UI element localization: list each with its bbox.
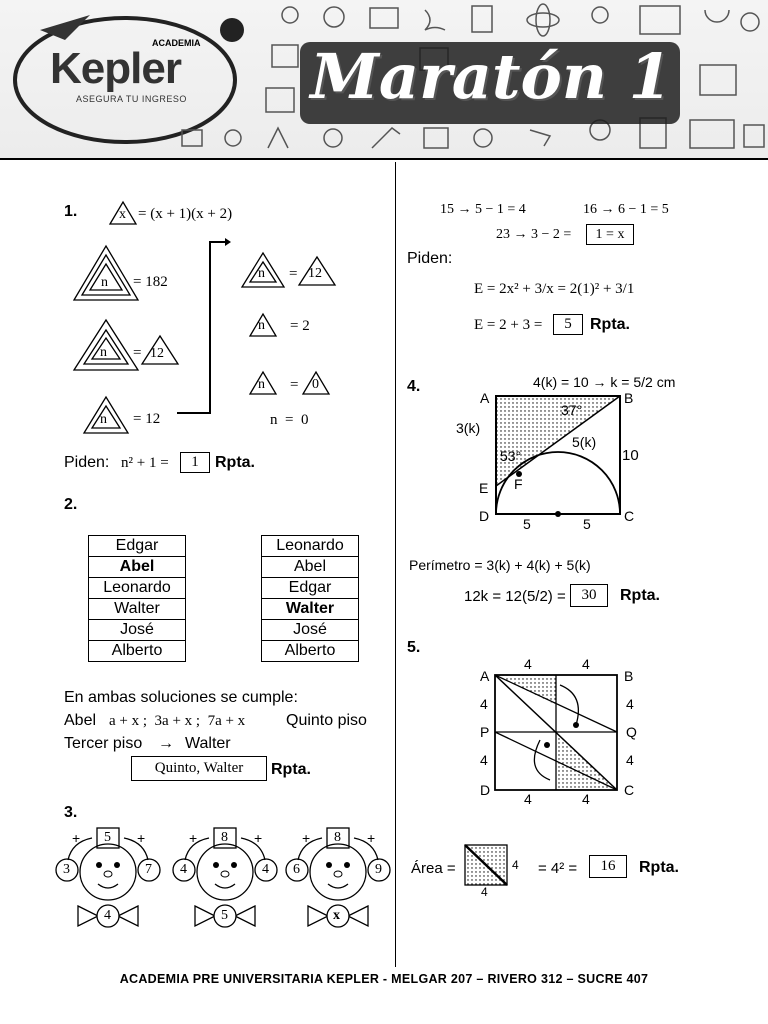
q3-face2-right: 4: [262, 862, 269, 877]
q2-list1-item: José: [89, 620, 186, 641]
q1-piden-expr: n² + 1 =: [121, 455, 169, 471]
telescope-icon: [372, 128, 400, 148]
q4-center-point: [555, 511, 561, 517]
route-icon: [425, 10, 445, 30]
q1c-line1a: 15 → 5 − 1 = 4: [440, 202, 526, 217]
q2-rpta: Rpta.: [271, 761, 311, 778]
q4-bottom2: 5: [583, 516, 591, 532]
q2-text2-a: Abel: [64, 712, 97, 729]
q3-face3-bottom: x: [333, 908, 340, 923]
q1-row2-eq: =: [133, 345, 142, 361]
q2-text2-c: Quinto piso: [286, 712, 367, 729]
q3-plus: +: [137, 830, 146, 846]
q1-triple-triangle-1: [72, 244, 140, 302]
q1-row1-rhs: = 182: [133, 274, 168, 290]
q4-label-D: D: [479, 508, 490, 524]
magnet-icon: [705, 10, 729, 22]
q5-label-A: A: [480, 668, 490, 684]
q2-list2-item: José: [262, 620, 359, 641]
q2-text3-b: Walter: [185, 735, 231, 752]
q1-col2-r4: n = 0: [270, 412, 309, 428]
document-icon: [472, 6, 492, 32]
q3-plus: +: [367, 830, 376, 846]
q1-col2-r2-rhs: = 2: [290, 318, 310, 334]
q1-row3-rhs: = 12: [133, 411, 161, 427]
footer: ACADEMIA PRE UNIVERSITARIA KEPLER - MELGAR 207 – RIVERO 312 – SUCRE 407: [119, 972, 649, 986]
q2-number: 2.: [64, 496, 78, 513]
q1-def-var: x: [119, 207, 126, 222]
q1c-line1b: 16 → 6 − 1 = 5: [583, 202, 669, 217]
q5-area-bottom: 4: [481, 885, 488, 899]
q4-angle1: 37°: [561, 402, 583, 418]
tool-icon: [744, 125, 764, 147]
q1-row2-rhs-tri: 12: [150, 346, 164, 361]
q4-answer-box: 30: [570, 584, 608, 607]
q3-face2-top: 8: [221, 830, 228, 845]
q1c-e-line2: E = 2 + 3 =: [474, 317, 543, 333]
pendulum-icon: [640, 6, 680, 34]
q5-number: 5.: [407, 639, 421, 656]
chart-board-icon: [266, 88, 294, 112]
bar-chart-icon: [424, 128, 448, 148]
logo-dot-icon: [220, 18, 244, 42]
q2-list-1: [88, 535, 186, 662]
compass-icon: [324, 7, 344, 27]
q4-side-diag: 5(k): [572, 434, 597, 450]
q5-top1: 4: [524, 656, 532, 672]
globe-icon: [324, 129, 342, 147]
q5-area-side: 4: [512, 858, 519, 872]
q5-bot2: 4: [582, 791, 590, 807]
meter-icon: [690, 120, 734, 148]
q5-area-square: [463, 843, 509, 887]
q3-plus: +: [72, 830, 81, 846]
q3-plus: +: [302, 830, 311, 846]
q5-figure: [490, 670, 630, 800]
q1c-answer-box: 5: [553, 314, 583, 335]
header-banner: [0, 0, 768, 160]
q5-label-Q: Q: [626, 724, 637, 740]
map-icon: [370, 8, 398, 28]
atom-icon: [527, 13, 559, 27]
q3-face3-top: 8: [334, 830, 341, 845]
q5-rpta: Rpta.: [639, 859, 679, 876]
q4-label-E: E: [479, 480, 489, 496]
q1-rpta: Rpta.: [215, 454, 255, 471]
q4-label-B: B: [624, 390, 634, 406]
flask-icon: [741, 13, 759, 31]
q5-left1: 4: [480, 696, 488, 712]
q2-list2-item: Abel: [262, 557, 359, 578]
q1-col2-r1-inner: n: [258, 266, 265, 281]
q5-label-D: D: [480, 782, 491, 798]
pie-icon: [474, 129, 492, 147]
q1-row1-inner: n: [101, 275, 108, 290]
q4-number: 4.: [407, 378, 421, 395]
q4-rpta: Rpta.: [620, 587, 660, 604]
q4-top-expr: 4(k) = 10 → k = 5/2 cm: [533, 374, 676, 390]
q5-area-expr: = 4² =: [538, 860, 578, 877]
q4-label-C: C: [624, 508, 635, 524]
q4-bottom1: 5: [523, 516, 531, 532]
q1-col2-r3-tri-value: 0: [312, 377, 319, 392]
q2-text2-b: a + x ; 3a + x ; 7a + x: [109, 713, 246, 729]
bulb-icon: [282, 7, 298, 23]
q5-bot1: 4: [524, 791, 532, 807]
q4-side-left: 3(k): [456, 420, 481, 436]
q5-label-C: C: [624, 782, 635, 798]
q1-def-expr: = (x + 1)(x + 2): [138, 206, 233, 222]
q2-text3-a: Tercer piso: [64, 735, 143, 752]
q5-label-B: B: [624, 668, 634, 684]
q1-col2-r3-inner: n: [258, 377, 265, 392]
column-divider: [395, 162, 396, 967]
molecule-icon: [592, 7, 608, 23]
q3-face1-left: 3: [63, 862, 70, 877]
q1-row2-inner: n: [100, 345, 107, 360]
q3-face1-right: 7: [145, 862, 152, 877]
brand-name: Kepler: [50, 44, 181, 93]
q4-perimetro: Perímetro = 3(k) + 4(k) + 5(k): [409, 557, 591, 573]
q3-face3-right: 9: [375, 862, 382, 877]
q5-area-label: Área =: [411, 860, 456, 877]
q2-arrow-icon: →: [158, 735, 174, 752]
q4-label-A: A: [480, 390, 490, 406]
q2-list2-item: Edgar: [262, 578, 359, 599]
q3-plus: +: [254, 830, 263, 846]
q2-list1-item: Walter: [89, 599, 186, 620]
q2-answer-box: Quinto, Walter: [131, 756, 267, 781]
q5-rotation-arrow-1: [560, 685, 578, 725]
q2-list1-item: Edgar: [89, 536, 186, 557]
q2-list1-item: Abel: [89, 557, 186, 578]
letters-icon: [268, 128, 288, 148]
q1c-line2-box: 1 = x: [586, 224, 634, 245]
q3-face1-bottom: 4: [104, 908, 111, 923]
helmet-icon: [225, 130, 241, 146]
q1-col2-r3-eq: =: [290, 377, 299, 393]
header-divider: [0, 158, 768, 160]
q2-list-2: [261, 535, 359, 662]
q1-col2-r2-inner: n: [258, 318, 265, 333]
q1c-e-line1: E = 2x² + 3/x = 2(1)² + 3/1: [474, 281, 635, 297]
q2-list1-item: Leonardo: [89, 578, 186, 599]
books-icon: [272, 45, 298, 67]
q3-face3-left: 6: [293, 862, 300, 877]
prism-icon: [700, 65, 736, 95]
q3-plus: +: [189, 830, 198, 846]
q3-face2-bottom: 5: [221, 908, 228, 923]
q1-answer-box: 1: [180, 452, 210, 473]
q3-number: 3.: [64, 804, 78, 821]
academia-label: ACADEMIA: [152, 38, 201, 48]
q2-list2-item: Alberto: [262, 641, 359, 662]
q5-answer-box: 16: [589, 855, 627, 878]
q3-face2-left: 4: [180, 862, 187, 877]
page-title: Maratón 1: [310, 40, 672, 113]
q4-calc: 12k = 12(5/2) =: [464, 588, 566, 605]
q1-piden-label: Piden:: [64, 454, 110, 471]
q1c-line2: 23 → 3 − 2 =: [496, 227, 572, 242]
plane-incline-icon: [530, 130, 550, 146]
q5-label-P: P: [480, 724, 490, 740]
q1-number: 1.: [64, 203, 78, 220]
q2-list1-item: Alberto: [89, 641, 186, 662]
q1c-piden: Piden:: [407, 250, 453, 267]
q5-left2: 4: [480, 752, 488, 768]
q1-arrow: [175, 236, 235, 418]
q1-row3-inner: n: [100, 412, 107, 427]
q2-list2-item: Leonardo: [262, 536, 359, 557]
q3-face1-top: 5: [104, 830, 111, 845]
q5-right2: 4: [626, 752, 634, 768]
q1-col2-r1-tri-value: 12: [308, 266, 322, 281]
q1c-rpta: Rpta.: [590, 316, 630, 333]
q4-side-right: 10: [622, 447, 639, 464]
q1-col2-r1-eq: =: [289, 266, 298, 282]
q5-top2: 4: [582, 656, 590, 672]
q2-text1: En ambas soluciones se cumple:: [64, 689, 298, 706]
q5-right1: 4: [626, 696, 634, 712]
q4-angle2: 53°: [500, 448, 522, 464]
q2-list2-item: Walter: [262, 599, 359, 620]
slogan: ASEGURA TU INGRESO: [76, 94, 187, 104]
q4-label-F: F: [514, 476, 523, 492]
